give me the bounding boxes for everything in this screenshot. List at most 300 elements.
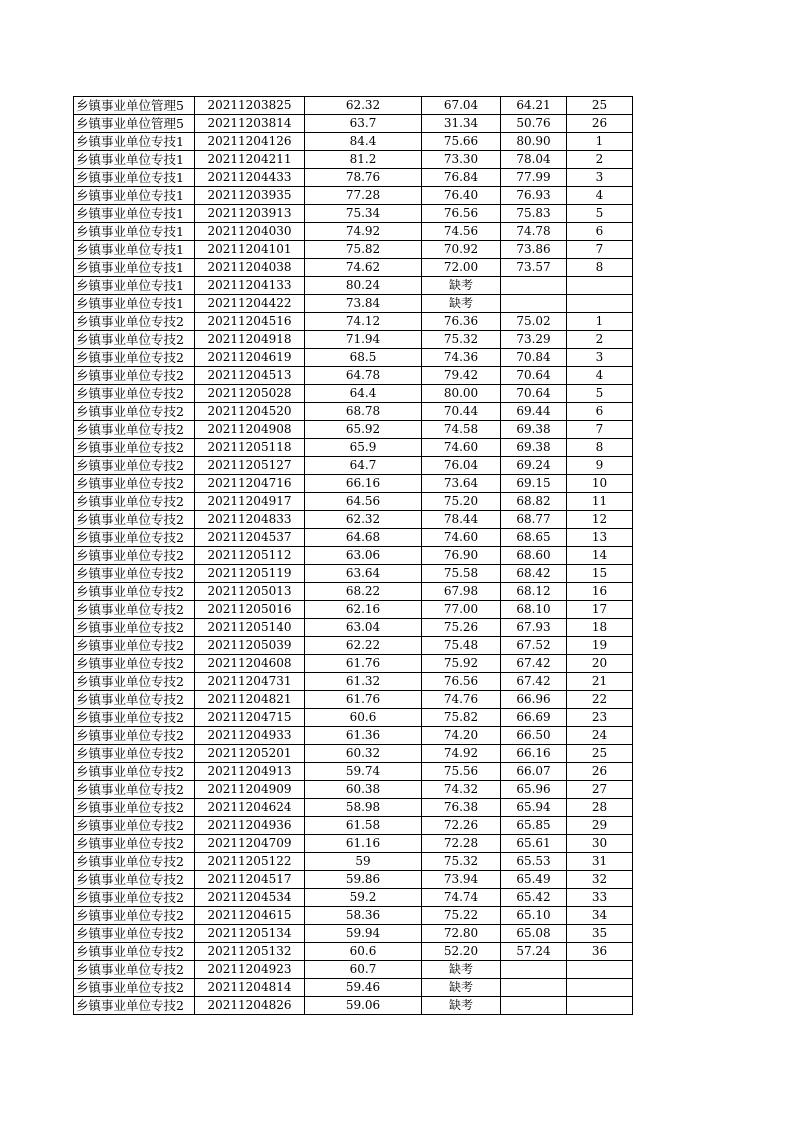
candidate-id-cell: 20211204716 xyxy=(195,475,305,493)
table-row xyxy=(74,349,633,367)
interview-score-cell: 75.92 xyxy=(422,655,501,673)
candidate-id-cell: 20211204517 xyxy=(195,871,305,889)
rank-cell: 7 xyxy=(567,421,633,439)
total-score-cell: 65.96 xyxy=(501,781,567,799)
unit-cell: 乡镇事业单位专技2 xyxy=(74,637,195,655)
interview-score-cell: 缺考 xyxy=(422,961,501,979)
total-score-cell: 65.10 xyxy=(501,907,567,925)
table-row xyxy=(74,223,633,241)
total-score-cell: 69.38 xyxy=(501,421,567,439)
rank-cell: 8 xyxy=(567,439,633,457)
rank-cell: 26 xyxy=(567,115,633,133)
written-score-cell: 73.84 xyxy=(305,295,422,313)
total-score-cell: 65.08 xyxy=(501,925,567,943)
rank-cell xyxy=(567,997,633,1015)
written-score-cell: 58.98 xyxy=(305,799,422,817)
unit-cell: 乡镇事业单位专技2 xyxy=(74,601,195,619)
interview-score-cell: 缺考 xyxy=(422,277,501,295)
unit-cell: 乡镇事业单位专技2 xyxy=(74,745,195,763)
table-row xyxy=(74,295,633,313)
table-row xyxy=(74,565,633,583)
unit-cell: 乡镇事业单位专技2 xyxy=(74,403,195,421)
total-score-cell: 73.86 xyxy=(501,241,567,259)
total-score-cell: 80.90 xyxy=(501,133,567,151)
written-score-cell: 63.04 xyxy=(305,619,422,637)
rank-cell: 9 xyxy=(567,457,633,475)
unit-cell: 乡镇事业单位专技2 xyxy=(74,583,195,601)
total-score-cell: 67.52 xyxy=(501,637,567,655)
table-row xyxy=(74,781,633,799)
unit-cell: 乡镇事业单位专技2 xyxy=(74,943,195,961)
candidate-id-cell: 20211205140 xyxy=(195,619,305,637)
written-score-cell: 64.7 xyxy=(305,457,422,475)
rank-cell: 24 xyxy=(567,727,633,745)
rank-cell: 32 xyxy=(567,871,633,889)
written-score-cell: 66.16 xyxy=(305,475,422,493)
interview-score-cell: 72.00 xyxy=(422,259,501,277)
interview-score-cell: 70.92 xyxy=(422,241,501,259)
candidate-id-cell: 20211203825 xyxy=(195,97,305,115)
written-score-cell: 84.4 xyxy=(305,133,422,151)
interview-score-cell: 75.66 xyxy=(422,133,501,151)
candidate-id-cell: 20211204731 xyxy=(195,673,305,691)
unit-cell: 乡镇事业单位专技2 xyxy=(74,997,195,1015)
rank-cell: 17 xyxy=(567,601,633,619)
candidate-id-cell: 20211205134 xyxy=(195,925,305,943)
written-score-cell: 74.12 xyxy=(305,313,422,331)
rank-cell: 19 xyxy=(567,637,633,655)
rank-cell: 36 xyxy=(567,943,633,961)
rank-cell: 10 xyxy=(567,475,633,493)
table-row xyxy=(74,367,633,385)
candidate-id-cell: 20211204821 xyxy=(195,691,305,709)
table-row xyxy=(74,817,633,835)
table-row xyxy=(74,835,633,853)
rank-cell: 12 xyxy=(567,511,633,529)
written-score-cell: 64.56 xyxy=(305,493,422,511)
interview-score-cell: 77.00 xyxy=(422,601,501,619)
written-score-cell: 81.2 xyxy=(305,151,422,169)
rank-cell: 6 xyxy=(567,403,633,421)
total-score-cell: 65.94 xyxy=(501,799,567,817)
unit-cell: 乡镇事业单位专技2 xyxy=(74,817,195,835)
candidate-id-cell: 20211205028 xyxy=(195,385,305,403)
rank-cell: 25 xyxy=(567,97,633,115)
candidate-id-cell: 20211205118 xyxy=(195,439,305,457)
unit-cell: 乡镇事业单位专技2 xyxy=(74,781,195,799)
interview-score-cell: 79.42 xyxy=(422,367,501,385)
candidate-id-cell: 20211204918 xyxy=(195,331,305,349)
rank-cell xyxy=(567,979,633,997)
written-score-cell: 59.94 xyxy=(305,925,422,943)
interview-score-cell: 72.26 xyxy=(422,817,501,835)
candidate-id-cell: 20211204936 xyxy=(195,817,305,835)
rank-cell: 23 xyxy=(567,709,633,727)
candidate-id-cell: 20211204913 xyxy=(195,763,305,781)
interview-score-cell: 75.48 xyxy=(422,637,501,655)
table-row xyxy=(74,871,633,889)
rank-cell: 4 xyxy=(567,187,633,205)
candidate-id-cell: 20211204516 xyxy=(195,313,305,331)
written-score-cell: 59.86 xyxy=(305,871,422,889)
rank-cell: 28 xyxy=(567,799,633,817)
table-row xyxy=(74,691,633,709)
interview-score-cell: 72.80 xyxy=(422,925,501,943)
written-score-cell: 61.32 xyxy=(305,673,422,691)
unit-cell: 乡镇事业单位专技2 xyxy=(74,799,195,817)
candidate-id-cell: 20211204909 xyxy=(195,781,305,799)
total-score-cell: 65.53 xyxy=(501,853,567,871)
total-score-cell: 68.10 xyxy=(501,601,567,619)
candidate-id-cell: 20211204814 xyxy=(195,979,305,997)
table-row xyxy=(74,961,633,979)
table-row xyxy=(74,421,633,439)
written-score-cell: 62.32 xyxy=(305,97,422,115)
candidate-id-cell: 20211204709 xyxy=(195,835,305,853)
rank-cell xyxy=(567,277,633,295)
total-score-cell: 66.69 xyxy=(501,709,567,727)
interview-score-cell: 67.98 xyxy=(422,583,501,601)
total-score-cell: 68.82 xyxy=(501,493,567,511)
interview-score-cell: 74.36 xyxy=(422,349,501,367)
rank-cell: 3 xyxy=(567,349,633,367)
rank-cell: 7 xyxy=(567,241,633,259)
table-row xyxy=(74,943,633,961)
unit-cell: 乡镇事业单位专技2 xyxy=(74,511,195,529)
interview-score-cell: 76.38 xyxy=(422,799,501,817)
written-score-cell: 74.92 xyxy=(305,223,422,241)
interview-score-cell: 74.56 xyxy=(422,223,501,241)
total-score-cell: 66.96 xyxy=(501,691,567,709)
candidate-id-cell: 20211204534 xyxy=(195,889,305,907)
written-score-cell: 60.38 xyxy=(305,781,422,799)
unit-cell: 乡镇事业单位专技2 xyxy=(74,547,195,565)
rank-cell: 1 xyxy=(567,313,633,331)
rank-cell xyxy=(567,295,633,313)
rank-cell: 16 xyxy=(567,583,633,601)
interview-score-cell: 74.76 xyxy=(422,691,501,709)
rank-cell: 1 xyxy=(567,133,633,151)
total-score-cell: 65.42 xyxy=(501,889,567,907)
unit-cell: 乡镇事业单位专技2 xyxy=(74,349,195,367)
rank-cell: 30 xyxy=(567,835,633,853)
interview-score-cell: 76.56 xyxy=(422,673,501,691)
unit-cell: 乡镇事业单位专技1 xyxy=(74,277,195,295)
table-row xyxy=(74,169,633,187)
total-score-cell xyxy=(501,997,567,1015)
total-score-cell: 78.04 xyxy=(501,151,567,169)
unit-cell: 乡镇事业单位专技2 xyxy=(74,961,195,979)
table-row xyxy=(74,475,633,493)
table-row xyxy=(74,529,633,547)
candidate-id-cell: 20211203935 xyxy=(195,187,305,205)
candidate-id-cell: 20211204038 xyxy=(195,259,305,277)
rank-cell: 26 xyxy=(567,763,633,781)
unit-cell: 乡镇事业单位专技2 xyxy=(74,709,195,727)
interview-score-cell: 75.58 xyxy=(422,565,501,583)
candidate-id-cell: 20211204126 xyxy=(195,133,305,151)
written-score-cell: 61.36 xyxy=(305,727,422,745)
candidate-id-cell: 20211204513 xyxy=(195,367,305,385)
table-row xyxy=(74,799,633,817)
written-score-cell: 59 xyxy=(305,853,422,871)
total-score-cell: 75.83 xyxy=(501,205,567,223)
unit-cell: 乡镇事业单位专技2 xyxy=(74,871,195,889)
rank-cell: 20 xyxy=(567,655,633,673)
total-score-cell: 68.77 xyxy=(501,511,567,529)
candidate-id-cell: 20211204933 xyxy=(195,727,305,745)
table-row xyxy=(74,151,633,169)
interview-score-cell: 73.94 xyxy=(422,871,501,889)
interview-score-cell: 76.56 xyxy=(422,205,501,223)
written-score-cell: 63.7 xyxy=(305,115,422,133)
interview-score-cell: 缺考 xyxy=(422,979,501,997)
interview-score-cell: 74.32 xyxy=(422,781,501,799)
rank-cell: 5 xyxy=(567,385,633,403)
score-table xyxy=(73,96,633,1015)
rank-cell: 2 xyxy=(567,151,633,169)
table-row xyxy=(74,853,633,871)
total-score-cell: 67.42 xyxy=(501,673,567,691)
interview-score-cell: 75.20 xyxy=(422,493,501,511)
candidate-id-cell: 20211204615 xyxy=(195,907,305,925)
rank-cell: 11 xyxy=(567,493,633,511)
total-score-cell: 68.42 xyxy=(501,565,567,583)
written-score-cell: 61.76 xyxy=(305,655,422,673)
candidate-id-cell: 20211204619 xyxy=(195,349,305,367)
written-score-cell: 58.36 xyxy=(305,907,422,925)
table-row xyxy=(74,763,633,781)
unit-cell: 乡镇事业单位专技2 xyxy=(74,979,195,997)
written-score-cell: 68.78 xyxy=(305,403,422,421)
rank-cell: 25 xyxy=(567,745,633,763)
table-row xyxy=(74,583,633,601)
rank-cell: 18 xyxy=(567,619,633,637)
table-row xyxy=(74,385,633,403)
total-score-cell: 74.78 xyxy=(501,223,567,241)
interview-score-cell: 缺考 xyxy=(422,295,501,313)
unit-cell: 乡镇事业单位专技2 xyxy=(74,889,195,907)
candidate-id-cell: 20211203814 xyxy=(195,115,305,133)
table-row xyxy=(74,601,633,619)
interview-score-cell: 52.20 xyxy=(422,943,501,961)
total-score-cell: 68.60 xyxy=(501,547,567,565)
candidate-id-cell: 20211204422 xyxy=(195,295,305,313)
interview-score-cell: 76.04 xyxy=(422,457,501,475)
total-score-cell: 64.21 xyxy=(501,97,567,115)
rank-cell: 3 xyxy=(567,169,633,187)
written-score-cell: 62.32 xyxy=(305,511,422,529)
table-row xyxy=(74,403,633,421)
total-score-cell xyxy=(501,979,567,997)
candidate-id-cell: 20211205016 xyxy=(195,601,305,619)
written-score-cell: 65.92 xyxy=(305,421,422,439)
total-score-cell: 76.93 xyxy=(501,187,567,205)
written-score-cell: 61.58 xyxy=(305,817,422,835)
interview-score-cell: 72.28 xyxy=(422,835,501,853)
total-score-cell xyxy=(501,295,567,313)
rank-cell: 29 xyxy=(567,817,633,835)
table-row xyxy=(74,745,633,763)
candidate-id-cell: 20211205013 xyxy=(195,583,305,601)
interview-score-cell: 76.40 xyxy=(422,187,501,205)
interview-score-cell: 76.84 xyxy=(422,169,501,187)
candidate-id-cell: 20211204833 xyxy=(195,511,305,529)
total-score-cell: 65.49 xyxy=(501,871,567,889)
table-row xyxy=(74,277,633,295)
total-score-cell: 66.16 xyxy=(501,745,567,763)
unit-cell: 乡镇事业单位专技1 xyxy=(74,169,195,187)
unit-cell: 乡镇事业单位专技2 xyxy=(74,439,195,457)
written-score-cell: 71.94 xyxy=(305,331,422,349)
table-row xyxy=(74,727,633,745)
unit-cell: 乡镇事业单位专技1 xyxy=(74,241,195,259)
unit-cell: 乡镇事业单位管理5 xyxy=(74,115,195,133)
interview-score-cell: 67.04 xyxy=(422,97,501,115)
total-score-cell: 66.50 xyxy=(501,727,567,745)
total-score-cell: 66.07 xyxy=(501,763,567,781)
candidate-id-cell: 20211204624 xyxy=(195,799,305,817)
rank-cell: 14 xyxy=(567,547,633,565)
interview-score-cell: 75.32 xyxy=(422,853,501,871)
written-score-cell: 64.68 xyxy=(305,529,422,547)
total-score-cell: 73.57 xyxy=(501,259,567,277)
unit-cell: 乡镇事业单位专技2 xyxy=(74,907,195,925)
candidate-id-cell: 20211204923 xyxy=(195,961,305,979)
table-row xyxy=(74,133,633,151)
interview-score-cell: 31.34 xyxy=(422,115,501,133)
written-score-cell: 68.5 xyxy=(305,349,422,367)
interview-score-cell: 74.60 xyxy=(422,529,501,547)
table-row xyxy=(74,709,633,727)
written-score-cell: 59.2 xyxy=(305,889,422,907)
rank-cell: 21 xyxy=(567,673,633,691)
rank-cell: 8 xyxy=(567,259,633,277)
unit-cell: 乡镇事业单位专技1 xyxy=(74,205,195,223)
interview-score-cell: 73.64 xyxy=(422,475,501,493)
total-score-cell: 77.99 xyxy=(501,169,567,187)
unit-cell: 乡镇事业单位专技2 xyxy=(74,925,195,943)
unit-cell: 乡镇事业单位专技2 xyxy=(74,565,195,583)
total-score-cell: 57.24 xyxy=(501,943,567,961)
unit-cell: 乡镇事业单位专技2 xyxy=(74,853,195,871)
candidate-id-cell: 20211205122 xyxy=(195,853,305,871)
rank-cell: 5 xyxy=(567,205,633,223)
interview-score-cell: 74.20 xyxy=(422,727,501,745)
written-score-cell: 61.76 xyxy=(305,691,422,709)
candidate-id-cell: 20211204211 xyxy=(195,151,305,169)
interview-score-cell: 74.60 xyxy=(422,439,501,457)
table-row xyxy=(74,97,633,115)
candidate-id-cell: 20211203913 xyxy=(195,205,305,223)
unit-cell: 乡镇事业单位专技2 xyxy=(74,475,195,493)
unit-cell: 乡镇事业单位专技2 xyxy=(74,421,195,439)
table-row xyxy=(74,493,633,511)
total-score-cell: 50.76 xyxy=(501,115,567,133)
rank-cell: 35 xyxy=(567,925,633,943)
interview-score-cell: 74.92 xyxy=(422,745,501,763)
candidate-id-cell: 20211205127 xyxy=(195,457,305,475)
unit-cell: 乡镇事业单位专技2 xyxy=(74,529,195,547)
interview-score-cell: 74.58 xyxy=(422,421,501,439)
rank-cell: 22 xyxy=(567,691,633,709)
candidate-id-cell: 20211205039 xyxy=(195,637,305,655)
table-row xyxy=(74,115,633,133)
unit-cell: 乡镇事业单位专技2 xyxy=(74,493,195,511)
unit-cell: 乡镇事业单位专技2 xyxy=(74,619,195,637)
interview-score-cell: 75.56 xyxy=(422,763,501,781)
written-score-cell: 60.7 xyxy=(305,961,422,979)
interview-score-cell: 76.90 xyxy=(422,547,501,565)
candidate-id-cell: 20211204133 xyxy=(195,277,305,295)
table-row xyxy=(74,547,633,565)
written-score-cell: 61.16 xyxy=(305,835,422,853)
candidate-id-cell: 20211204608 xyxy=(195,655,305,673)
unit-cell: 乡镇事业单位专技2 xyxy=(74,385,195,403)
total-score-cell: 70.84 xyxy=(501,349,567,367)
unit-cell: 乡镇事业单位专技2 xyxy=(74,313,195,331)
candidate-id-cell: 20211204826 xyxy=(195,997,305,1015)
written-score-cell: 75.82 xyxy=(305,241,422,259)
written-score-cell: 80.24 xyxy=(305,277,422,295)
candidate-id-cell: 20211204101 xyxy=(195,241,305,259)
written-score-cell: 59.06 xyxy=(305,997,422,1015)
interview-score-cell: 75.82 xyxy=(422,709,501,727)
candidate-id-cell: 20211204520 xyxy=(195,403,305,421)
table-row xyxy=(74,313,633,331)
written-score-cell: 68.22 xyxy=(305,583,422,601)
unit-cell: 乡镇事业单位专技2 xyxy=(74,331,195,349)
total-score-cell: 70.64 xyxy=(501,385,567,403)
total-score-cell: 75.02 xyxy=(501,313,567,331)
candidate-id-cell: 20211204917 xyxy=(195,493,305,511)
total-score-cell: 68.12 xyxy=(501,583,567,601)
written-score-cell: 74.62 xyxy=(305,259,422,277)
table-row xyxy=(74,673,633,691)
rank-cell: 15 xyxy=(567,565,633,583)
total-score-cell: 69.15 xyxy=(501,475,567,493)
candidate-id-cell: 20211205132 xyxy=(195,943,305,961)
table-row xyxy=(74,205,633,223)
total-score-cell xyxy=(501,961,567,979)
written-score-cell: 60.32 xyxy=(305,745,422,763)
total-score-cell: 69.24 xyxy=(501,457,567,475)
interview-score-cell: 75.26 xyxy=(422,619,501,637)
table-row xyxy=(74,619,633,637)
interview-score-cell: 73.30 xyxy=(422,151,501,169)
written-score-cell: 62.22 xyxy=(305,637,422,655)
unit-cell: 乡镇事业单位专技2 xyxy=(74,367,195,385)
candidate-id-cell: 20211205112 xyxy=(195,547,305,565)
table-row xyxy=(74,241,633,259)
written-score-cell: 78.76 xyxy=(305,169,422,187)
written-score-cell: 65.9 xyxy=(305,439,422,457)
interview-score-cell: 76.36 xyxy=(422,313,501,331)
table-row xyxy=(74,439,633,457)
interview-score-cell: 80.00 xyxy=(422,385,501,403)
unit-cell: 乡镇事业单位专技2 xyxy=(74,763,195,781)
table-row xyxy=(74,511,633,529)
rank-cell: 2 xyxy=(567,331,633,349)
written-score-cell: 62.16 xyxy=(305,601,422,619)
total-score-cell: 70.64 xyxy=(501,367,567,385)
unit-cell: 乡镇事业单位专技1 xyxy=(74,133,195,151)
table-row xyxy=(74,907,633,925)
total-score-cell: 69.44 xyxy=(501,403,567,421)
rank-cell: 34 xyxy=(567,907,633,925)
table-row xyxy=(74,637,633,655)
unit-cell: 乡镇事业单位专技2 xyxy=(74,457,195,475)
